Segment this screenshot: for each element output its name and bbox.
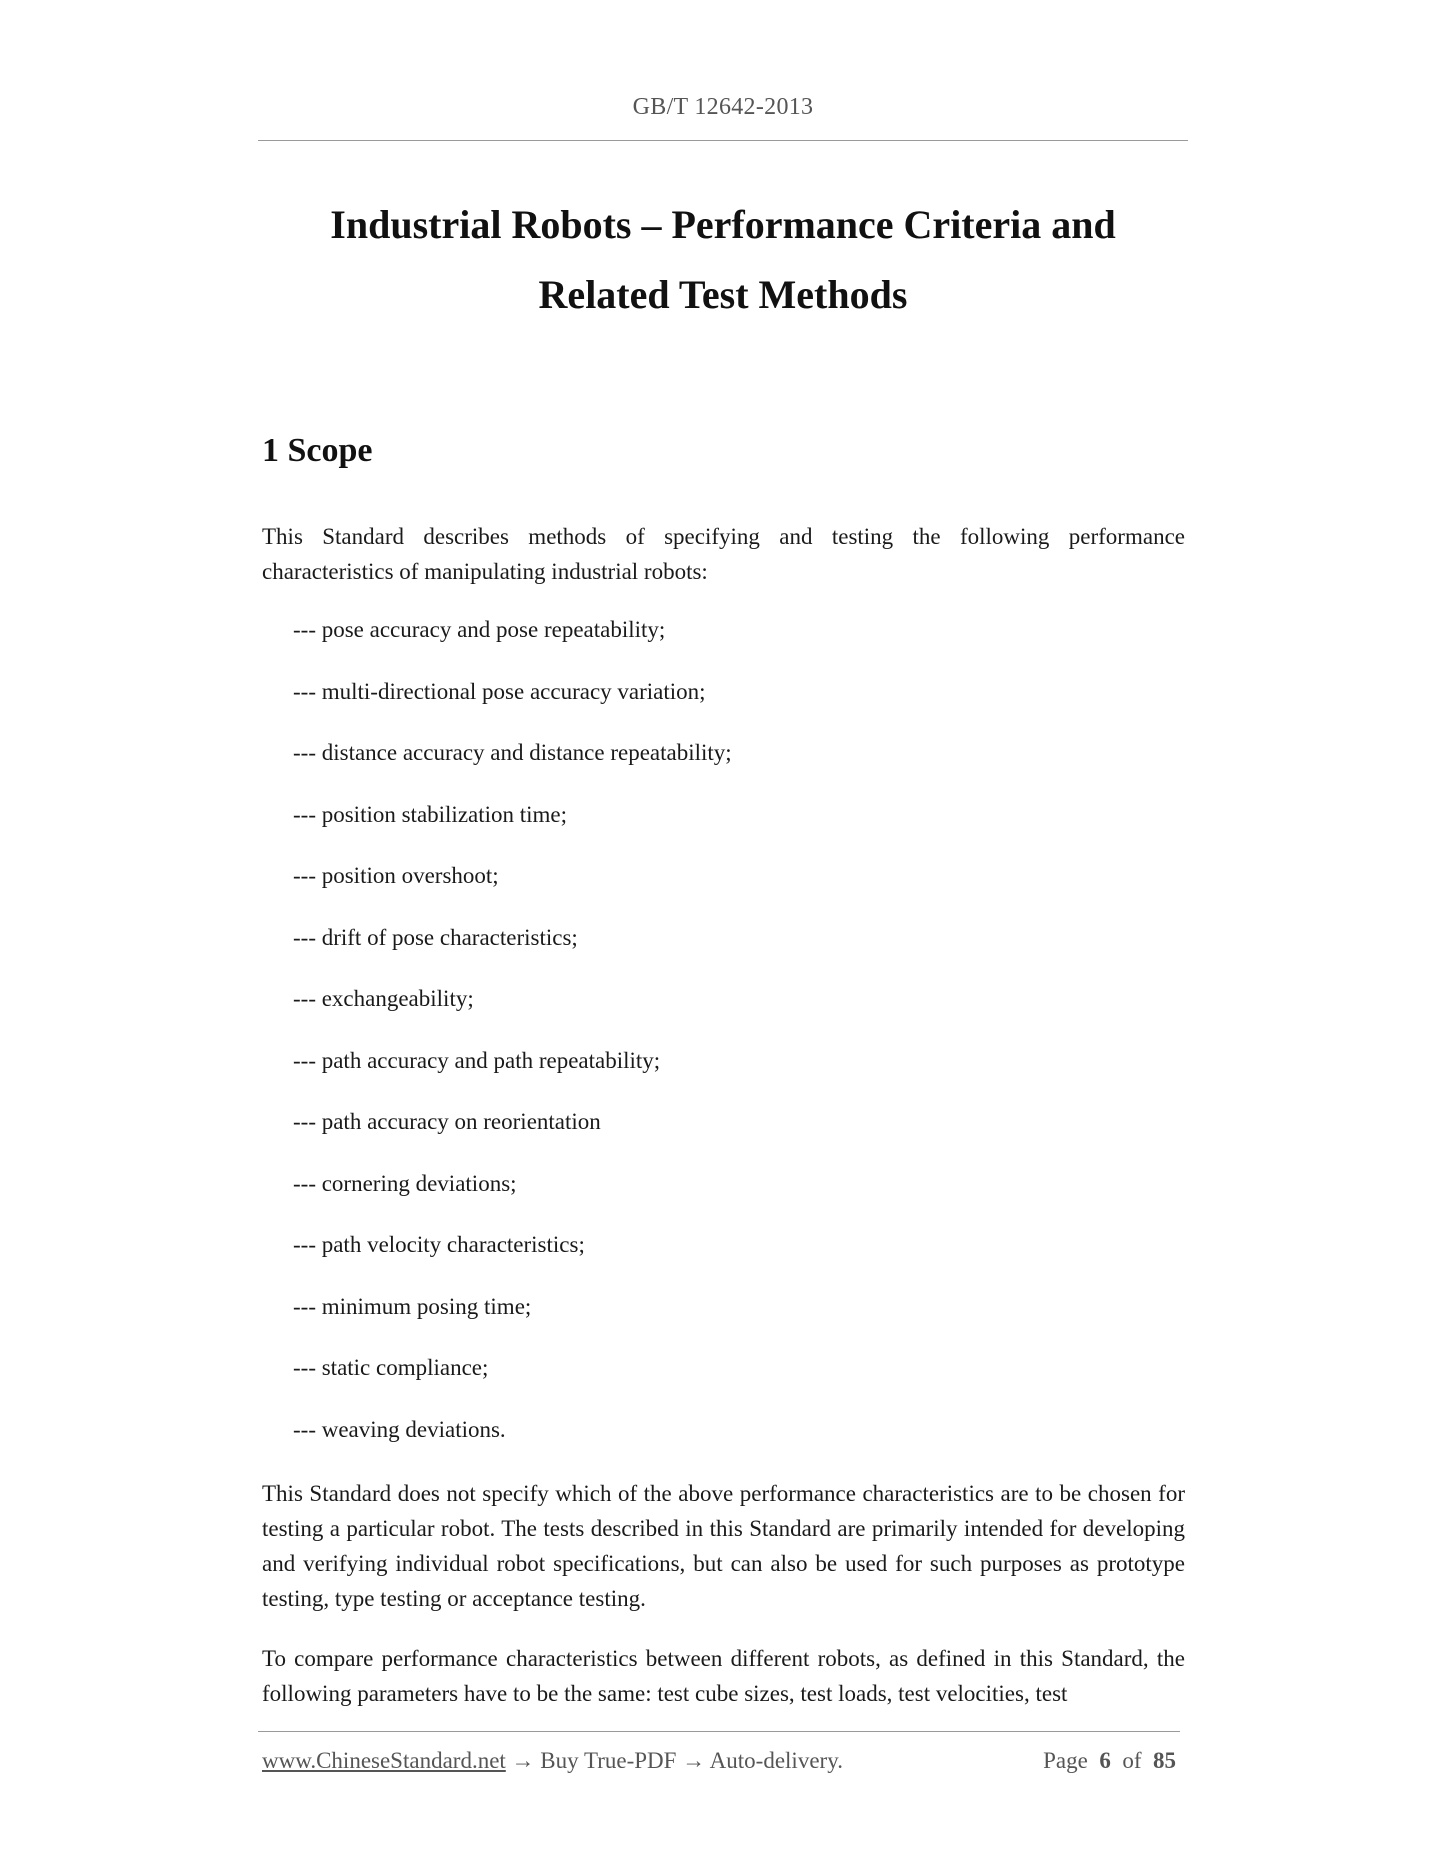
list-item: --- multi-directional pose accuracy variation; — [293, 678, 706, 704]
arrow-right-icon: → — [676, 1748, 710, 1773]
list-item: --- drift of pose characteristics; — [293, 924, 578, 950]
page-label: Page — [1043, 1748, 1088, 1773]
list-item: --- cornering deviations; — [293, 1170, 517, 1196]
title-line-2: Related Test Methods — [538, 272, 908, 317]
header-divider — [258, 140, 1188, 141]
scope-paragraph-2: This Standard does not specify which of the above performance characteristics are to be chosen for testing a particular robot. The tests described in this Standard are primarily intended for developing and verifying individual robot specifications, but can also be used for such purposes as prototype testing, type testing or acceptance testing. — [262, 1481, 1185, 1611]
list-item: --- position stabilization time; — [293, 801, 568, 827]
auto-delivery-text: Auto-delivery. — [709, 1748, 843, 1773]
list-item: --- path accuracy on reorientation — [293, 1109, 601, 1134]
list-item: --- minimum posing time; — [293, 1293, 532, 1319]
current-page-number: 6 — [1099, 1748, 1111, 1773]
page-indicator — [1043, 1748, 1176, 1774]
list-item: --- position overshoot; — [293, 863, 499, 888]
title-line-1: Industrial Robots – Performance Criteria and — [330, 202, 1116, 247]
total-page-number: 85 — [1153, 1748, 1176, 1773]
website-link[interactable]: www.ChineseStandard.net — [262, 1748, 506, 1773]
arrow-right-icon: → — [505, 1748, 541, 1773]
scope-intro-paragraph: This Standard describes methods of specifying and testing the following performance characteristics of manipulating industrial robots: — [262, 524, 1185, 584]
of-label: of — [1122, 1748, 1142, 1773]
list-item: --- exchangeability; — [293, 986, 474, 1011]
performance-characteristics-list — [293, 612, 732, 1473]
buy-pdf-text: Buy True-PDF — [540, 1748, 677, 1773]
footer-promo — [262, 1748, 843, 1774]
list-item: --- weaving deviations. — [293, 1416, 506, 1442]
document-code: GB/T 12642-2013 — [632, 94, 814, 120]
list-item: --- path accuracy and path repeatability; — [293, 1047, 661, 1073]
section-heading-scope: 1 Scope — [262, 432, 373, 469]
list-item: --- distance accuracy and distance repeatability; — [293, 740, 732, 765]
list-item: --- pose accuracy and pose repeatability; — [293, 617, 666, 642]
list-item: --- static compliance; — [293, 1355, 489, 1380]
document-title — [258, 190, 1188, 330]
scope-paragraph-3: To compare performance characteristics between different robots, as defined in this Standard, the following parameters have to be the same: test cube sizes, test loads, test velocities, test — [262, 1646, 1185, 1706]
list-item: --- path velocity characteristics; — [293, 1232, 585, 1257]
footer-divider — [258, 1731, 1180, 1732]
